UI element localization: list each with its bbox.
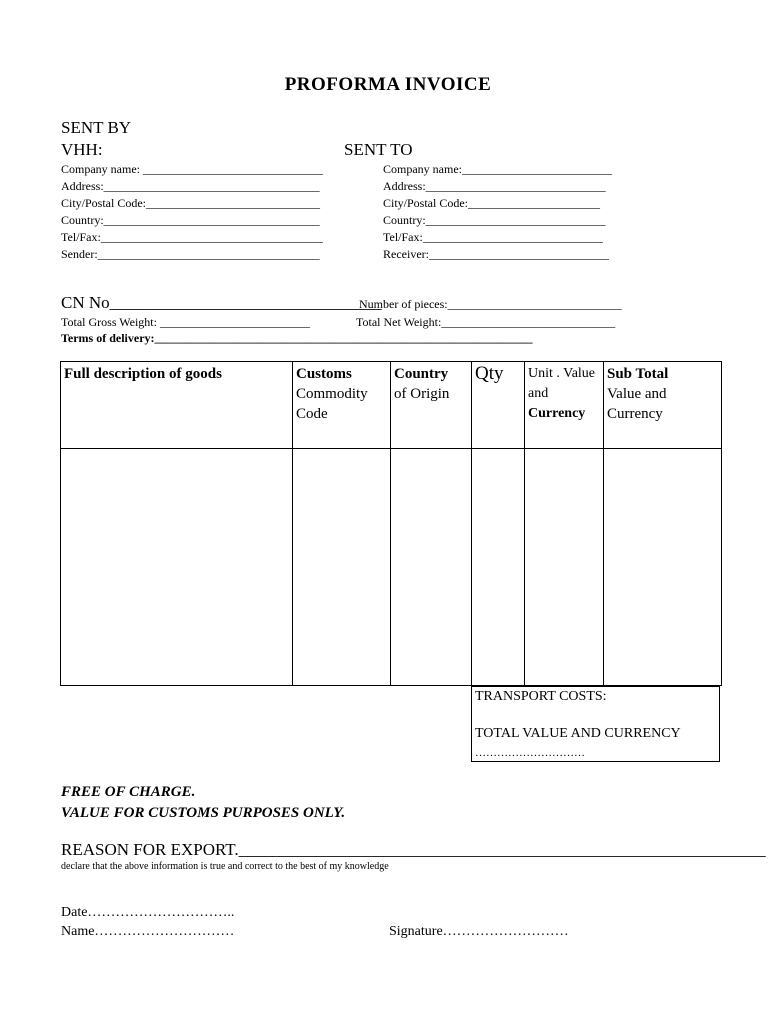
cell-unit-value[interactable] (525, 449, 604, 686)
name-field[interactable]: Name………………………… (61, 924, 235, 939)
date-field[interactable]: Date………………………….. (61, 905, 235, 920)
cell-description[interactable] (61, 449, 293, 686)
sender-company-name: VHH: (61, 140, 103, 159)
sent-by-heading: SENT BY (61, 118, 132, 137)
cn-number-field[interactable] (61, 293, 382, 313)
sender-company-field[interactable]: Company name: ______________________________ (61, 162, 323, 176)
cell-commodity-code[interactable] (293, 449, 391, 686)
sender-fields (61, 161, 323, 263)
declaration-text: declare that the above information is true and correct to the best of my knowledge (61, 861, 389, 872)
header-commodity-code: Customs Commodity Code (293, 362, 391, 449)
sender-telfax-field[interactable]: Tel/Fax:_____________________________________ (61, 230, 323, 244)
receiver-address-field[interactable]: Address:______________________________ (383, 179, 606, 193)
header-country-of-origin: Country of Origin (391, 362, 472, 449)
pieces-field[interactable]: Number of pieces:_____________________________ (359, 297, 622, 311)
header-unit-value: Unit . Value and Currency (525, 362, 604, 449)
gross-weight-field[interactable]: Total Gross Weight: _________________________ (61, 315, 310, 329)
free-of-charge-note: FREE OF CHARGE. (61, 784, 196, 800)
goods-table (60, 361, 722, 686)
cell-qty[interactable] (472, 449, 525, 686)
terms-of-delivery-field[interactable]: Terms of delivery:_______________________________________________________________ (61, 331, 533, 345)
header-qty: Qty (472, 362, 525, 449)
sent-to-heading: SENT TO (344, 140, 413, 159)
total-value-label[interactable] (475, 724, 716, 763)
sender-name-field[interactable]: Sender:_____________________________________ (61, 247, 320, 261)
cell-country-of-origin[interactable] (391, 449, 472, 686)
customs-purposes-note: VALUE FOR CUSTOMS PURPOSES ONLY. (61, 805, 346, 821)
total-value-text: TOTAL VALUE AND CURRENCY (475, 726, 681, 741)
sender-address-field[interactable]: Address:____________________________________ (61, 179, 320, 193)
transport-costs-field[interactable]: TRANSPORT COSTS: (475, 689, 607, 704)
net-weight-field[interactable]: Total Net Weight:_____________________________ (356, 315, 616, 329)
document-title: PROFORMA INVOICE (284, 74, 492, 95)
header-sub-total: Sub Total Value and Currency (604, 362, 722, 449)
goods-table-row (61, 449, 722, 686)
totals-box (471, 686, 720, 762)
sender-country-field[interactable]: Country:____________________________________ (61, 213, 320, 227)
signature-field[interactable]: Signature……………………… (389, 924, 569, 939)
header-description: Full description of goods (61, 362, 293, 449)
receiver-city-field[interactable]: City/Postal Code:______________________ (383, 196, 601, 210)
receiver-country-field[interactable]: Country:______________________________ (383, 213, 606, 227)
reason-for-export-field[interactable]: REASON FOR EXPORT.______________________________________________________________ (61, 840, 766, 859)
receiver-fields (383, 161, 612, 263)
receiver-telfax-field[interactable]: Tel/Fax:______________________________ (383, 230, 603, 244)
receiver-name-field[interactable]: Receiver:______________________________ (383, 247, 609, 261)
cn-number-label: CN No (61, 293, 110, 312)
total-value-dots: ………………………… (475, 747, 585, 759)
sender-city-field[interactable]: City/Postal Code:_____________________________ (61, 196, 321, 210)
receiver-company-field[interactable]: Company name:_________________________ (383, 162, 612, 176)
cn-number-line: ________________________________ (109, 293, 382, 312)
cell-sub-total[interactable] (604, 449, 722, 686)
goods-table-header (61, 362, 722, 449)
